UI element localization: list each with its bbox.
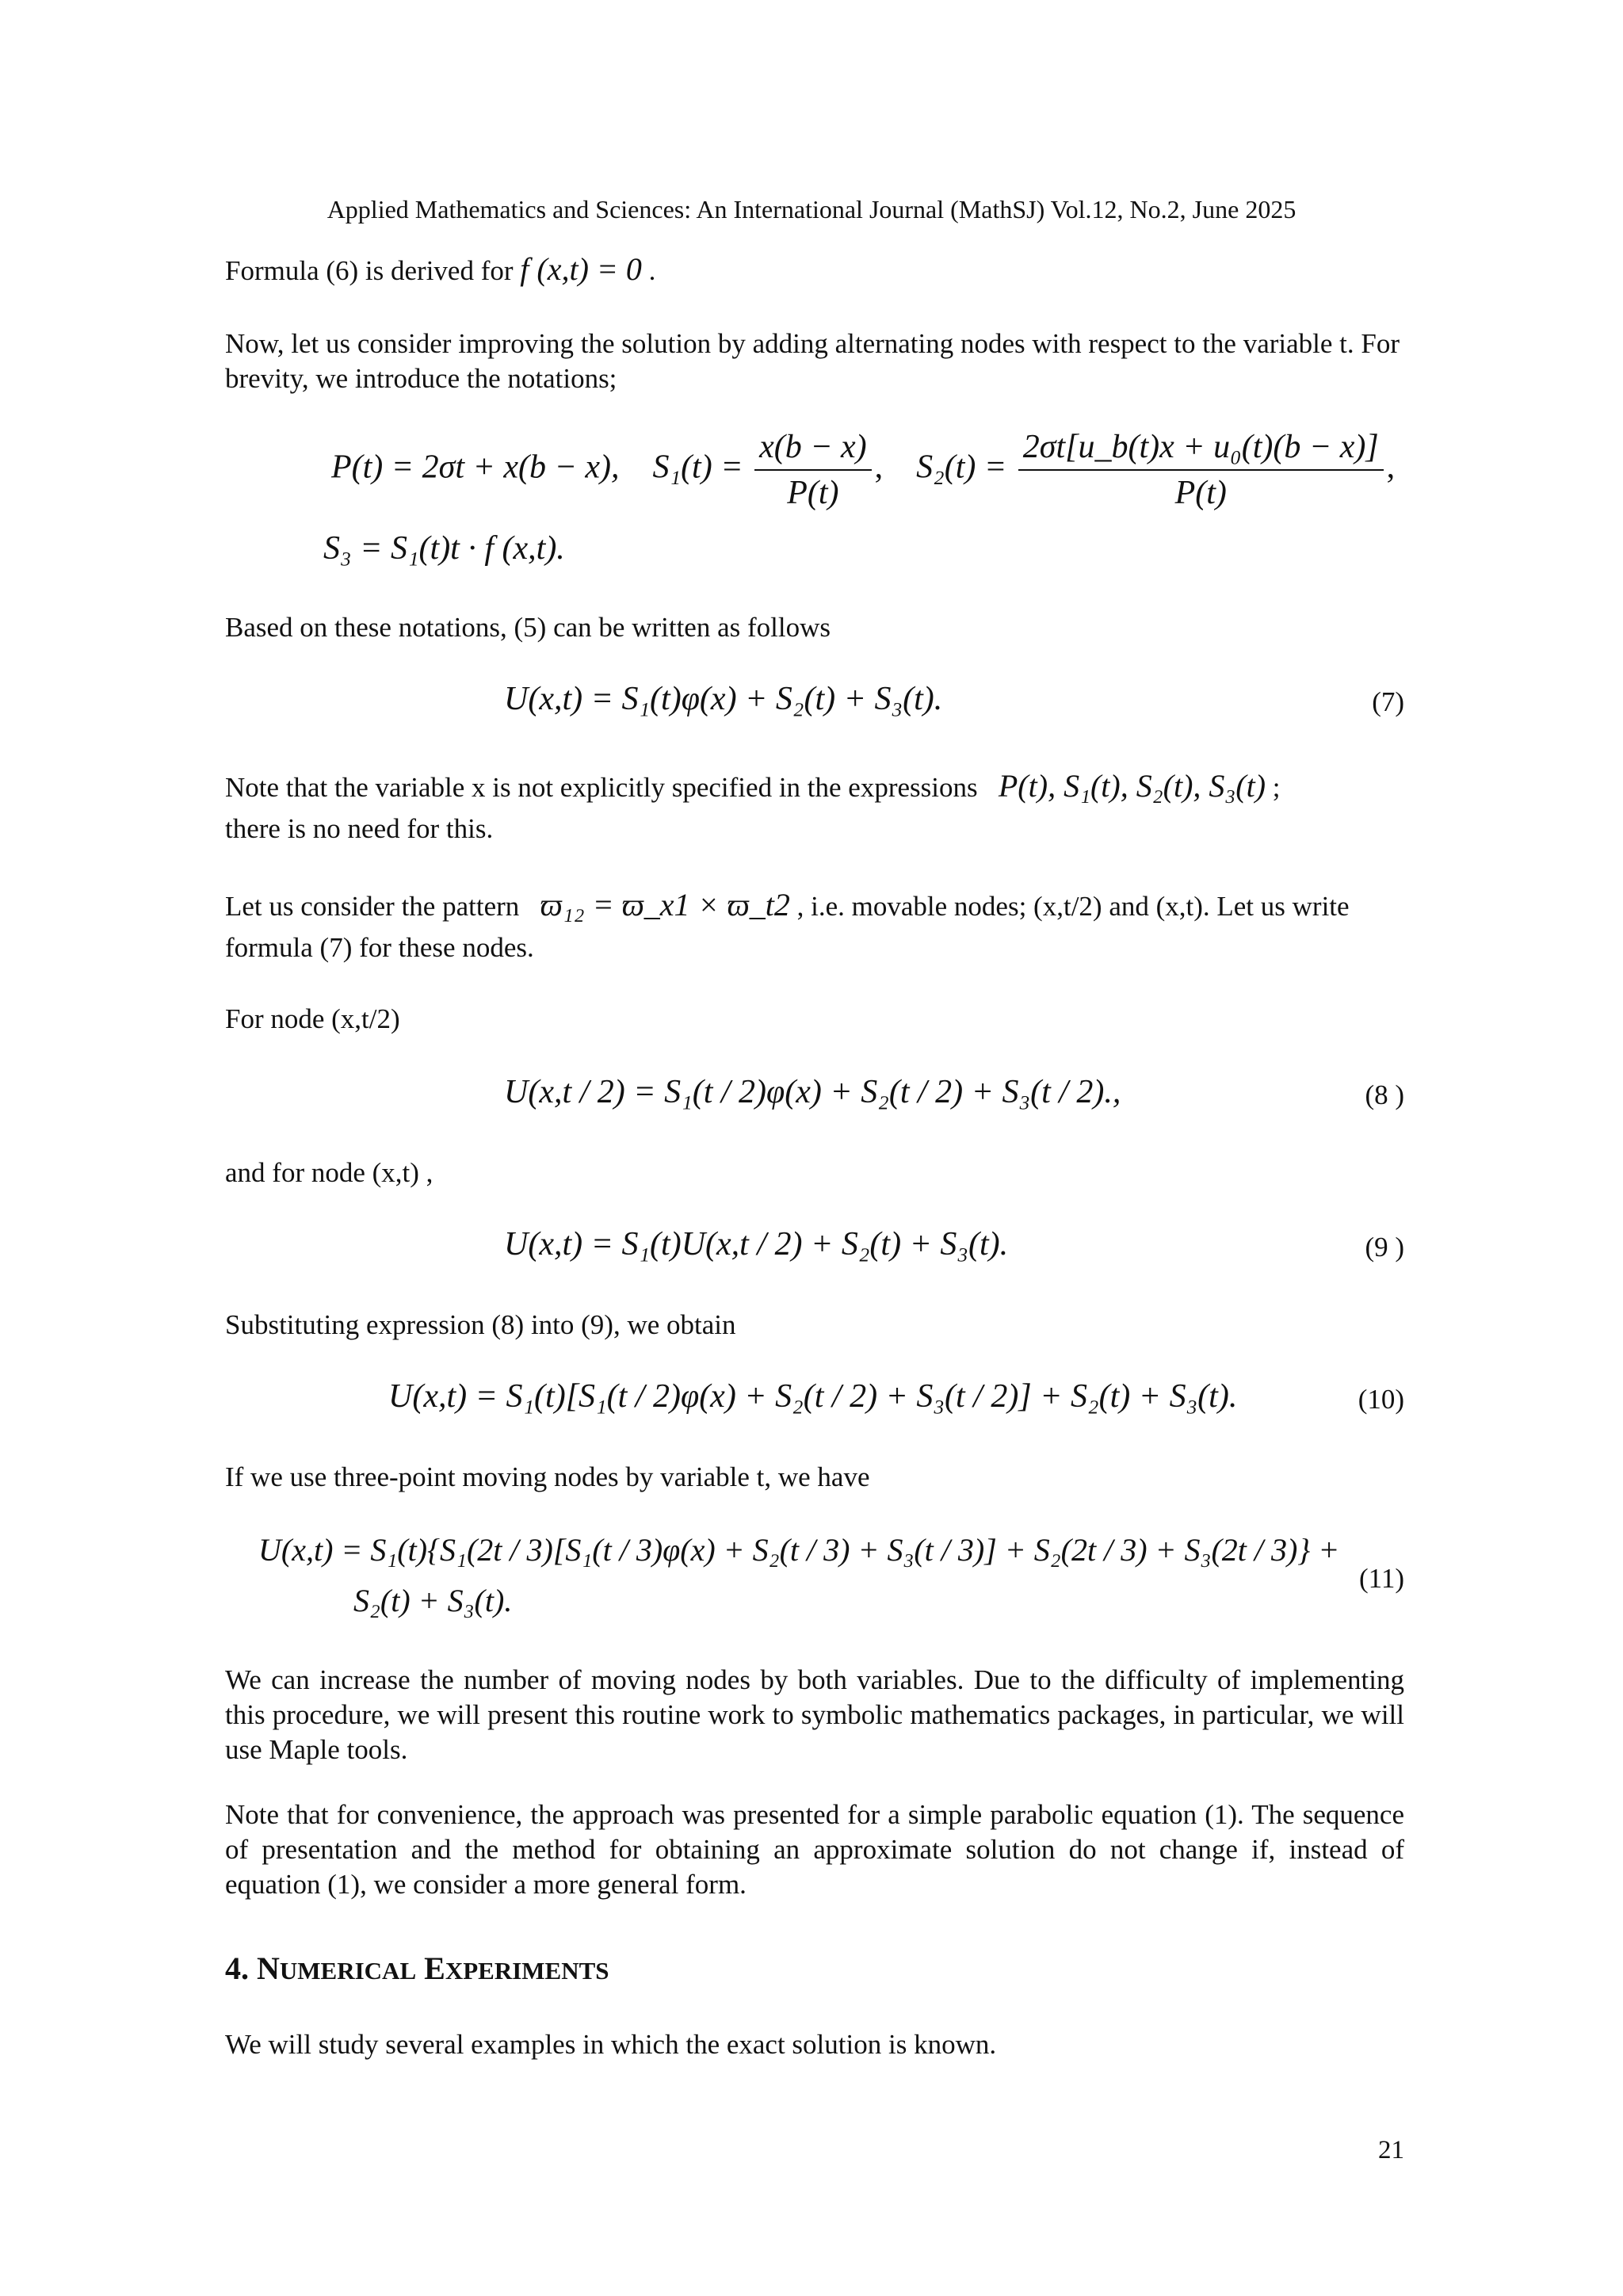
fraction-numerator: x(b − x) [754,428,872,471]
formula-6-line [225,252,1404,288]
notation-S3: S₃ = S₁(t)t · f (x,t). [323,530,565,567]
text-tail: . [648,255,656,286]
equation-number-9: (9 ) [1365,1232,1404,1263]
paragraph-node-t2: For node (x,t/2) [225,1003,400,1034]
equation-number-10: (10) [1358,1384,1404,1415]
equation-number-7: (7) [1372,686,1404,717]
notation-S2-lhs: S₂(t) = [916,449,1007,486]
equation-number-8: (8 ) [1365,1079,1404,1110]
fraction-numerator: 2σt[u_b(t)x + u₀(t)(b − x)] [1018,428,1384,471]
paragraph-note-x: Note that the variable x is not explicitly specified in the expressions P(t), S₁(t), S₂(t), S₃(t) ; there is no need for this. [225,768,1281,844]
notation-P: P(t) = 2σt + x(b − x), [331,449,620,486]
paragraph-substituting: Substituting expression (8) into (9), we obtain [225,1309,736,1340]
inline-equation: f (x,t) = 0 [520,251,642,287]
equation-8: U(x,t / 2) = S₁(t / 2)φ(x) + S₂(t / 2) + S₃(t / 2)., [504,1074,1121,1110]
paragraph-convenience: Note that for convenience, the approach was presented for a simple parabolic equation (1). The sequence of presentation and the method for obtaining an approximate solution do not change if, instead of equation (1), we consider a more general form. [225,1799,1404,1900]
equation-9: U(x,t) = S₁(t)U(x,t / 2) + S₂(t) + S₃(t). [504,1226,1009,1263]
section-heading: 4. NUMERICAL EXPERIMENTS [225,1950,609,1986]
page-number: 21 [1378,2136,1404,2164]
paragraph-examples: We will study several examples in which the exact solution is known. [225,2029,997,2060]
paragraph-moving-nodes: We can increase the number of moving nodes by both variables. Due to the difficulty of implementing this procedure, we will present this routine work to symbolic mathematics packages, in particular, we will use Maple tools. [225,1664,1404,1765]
notation-row-1: P(t) = 2σt + x(b − x), S₁(t) = $\frac{x(b - x)}{P(t)}$ , S₂(t) = $\frac{\text{2σt[u\_b(t)x + u₀(t)(b − x)]}}{P(t)}$ , [331,429,1396,511]
paragraph-node-t: and for node (x,t) , [225,1157,433,1188]
fraction-S1 [754,428,872,512]
equation-11-line-1: U(x,t) = S₁(t){S₁(2t / 3)[S₁(t / 3)φ(x) + S₂(t / 3) + S₃(t / 3)] + S₂(2t / 3) + S₃(2t / 3)} + [258,1532,1340,1568]
notation-S1-lhs: S₁(t) = [652,449,743,486]
paragraph-based-on-notations: Based on these notations, (5) can be written as follows [225,612,831,643]
equation-11-line-2: S₂(t) + S₃(t). [353,1583,513,1618]
equation-7: U(x,t) = S₁(t)φ(x) + S₂(t) + S₃(t). [504,681,943,717]
text: Formula (6) is derived for [225,255,514,286]
inline-equation: P(t), S₁(t), S₂(t), S₃(t) [998,768,1266,804]
paragraph-three-point: If we use three-point moving nodes by variable t, we have [225,1461,870,1492]
paragraph-pattern: Let us consider the pattern ϖ₁₂ = ϖ_x1 × ϖ_t2 , i.e. movable nodes; (x,t/2) and (x,t). Let us write formula (7) for these nodes. [225,887,1350,963]
fraction-denominator: P(t) [1174,475,1227,511]
equation-10: U(x,t) = S₁(t)[S₁(t / 2)φ(x) + S₂(t / 2) + S₃(t / 2)] + S₂(t) + S₃(t). [388,1378,1238,1415]
paragraph-notations-intro: Now, let us consider improving the solution by adding alternating nodes with respect to the variable t. For brevity, we introduce the notations; [225,328,1400,394]
fraction-denominator: P(t) [787,475,839,511]
running-header: Applied Mathematics and Sciences: An International Journal (MathSJ) Vol.12, No.2, June 2025 [327,195,1296,223]
fraction-S2 [1018,428,1384,512]
equation-number-11: (11) [1358,1563,1404,1594]
inline-equation: ϖ₁₂ = ϖ_x1 × ϖ_t2 [540,887,790,923]
